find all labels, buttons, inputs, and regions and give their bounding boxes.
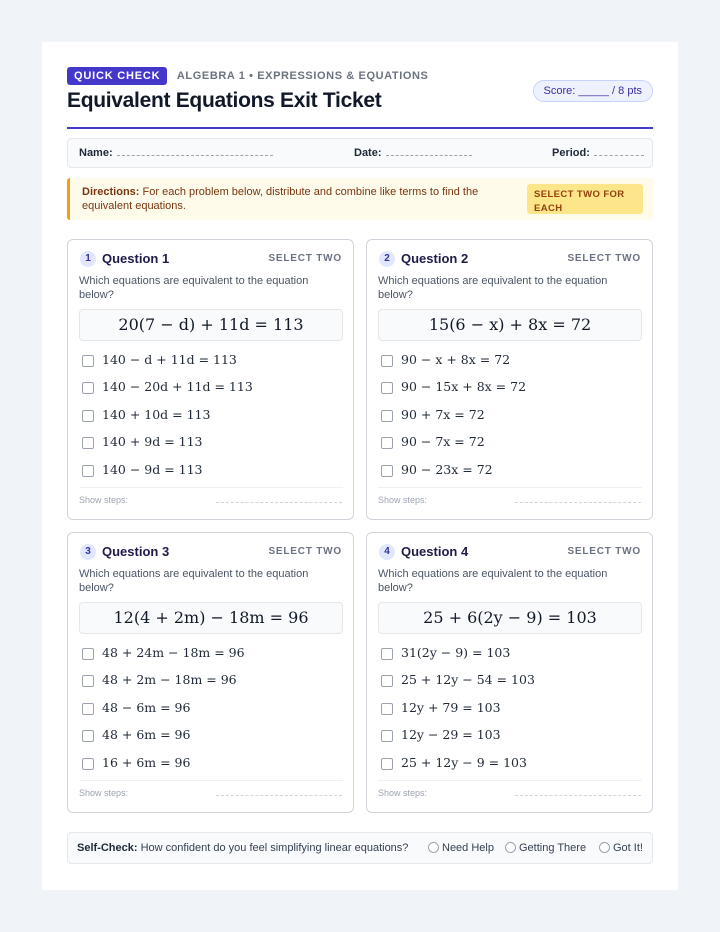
checkbox[interactable] bbox=[82, 410, 94, 422]
checkbox[interactable] bbox=[82, 675, 94, 687]
checkbox[interactable] bbox=[381, 703, 393, 715]
checkbox[interactable] bbox=[82, 382, 94, 394]
question-prompt: Which equations are equivalent to the equation below? bbox=[79, 275, 309, 301]
option-equation: 31(2y − 9) = 103 bbox=[401, 645, 511, 660]
question-title: Question 3 bbox=[102, 544, 170, 559]
checkbox[interactable] bbox=[82, 648, 94, 660]
answer-option[interactable] bbox=[381, 723, 639, 750]
directions-body: For each problem below, distribute and combine like terms to find the equivalent equations. bbox=[82, 186, 479, 212]
question-number-badge: 4 bbox=[379, 544, 395, 560]
question-header bbox=[379, 543, 641, 561]
confidence-label: Getting There bbox=[519, 842, 587, 854]
answer-option[interactable] bbox=[82, 430, 340, 457]
checkbox[interactable] bbox=[381, 355, 393, 367]
answer-option[interactable] bbox=[381, 751, 639, 778]
answer-option[interactable] bbox=[82, 458, 340, 485]
date-label: Date: bbox=[354, 147, 382, 159]
select-instruction: SELECT TWO bbox=[567, 546, 641, 557]
radio-button[interactable] bbox=[599, 842, 610, 853]
directions-label: Directions: bbox=[82, 186, 140, 198]
period-line bbox=[594, 148, 644, 156]
radio-button[interactable] bbox=[428, 842, 439, 853]
checkbox[interactable] bbox=[381, 382, 393, 394]
self-check-label: Self-Check: bbox=[77, 842, 138, 854]
show-steps-area[interactable] bbox=[378, 780, 642, 798]
select-two-badge: SELECT TWO FOR EACH bbox=[527, 184, 643, 214]
question-title: Question 2 bbox=[401, 251, 469, 266]
option-equation: 140 + 9d = 113 bbox=[102, 434, 203, 450]
answer-option[interactable] bbox=[82, 668, 340, 695]
answer-options bbox=[381, 641, 639, 778]
directions-box bbox=[67, 178, 653, 220]
answer-options bbox=[82, 641, 340, 778]
select-instruction: SELECT TWO bbox=[268, 253, 342, 264]
show-steps-label: Show steps: bbox=[378, 495, 428, 505]
question-card-2 bbox=[366, 239, 653, 520]
option-equation: 48 − 6m = 96 bbox=[102, 699, 191, 715]
option-equation: 25 + 12y − 54 = 103 bbox=[401, 672, 535, 688]
steps-line bbox=[515, 795, 641, 796]
steps-line bbox=[216, 502, 342, 503]
show-steps-label: Show steps: bbox=[79, 495, 129, 505]
confidence-option-got-it[interactable] bbox=[599, 842, 643, 854]
show-steps-area[interactable] bbox=[378, 487, 642, 505]
score-badge: Score: _____ / 8 pts bbox=[533, 80, 653, 102]
name-label: Name: bbox=[79, 147, 113, 159]
question-title: Question 1 bbox=[102, 251, 170, 266]
target-equation: 12(4 + 2m) − 18m = 96 bbox=[79, 602, 343, 634]
answer-option[interactable] bbox=[82, 723, 340, 750]
answer-options bbox=[381, 348, 639, 485]
answer-option[interactable] bbox=[381, 696, 639, 723]
self-check-bar bbox=[67, 832, 653, 864]
checkbox[interactable] bbox=[381, 675, 393, 687]
option-equation: 48 + 6m = 96 bbox=[102, 727, 191, 743]
title-divider bbox=[67, 127, 653, 129]
answer-option[interactable] bbox=[381, 668, 639, 695]
answer-option[interactable] bbox=[381, 403, 639, 430]
steps-line bbox=[515, 502, 641, 503]
answer-option[interactable] bbox=[381, 430, 639, 457]
confidence-label: Got It! bbox=[613, 842, 643, 854]
question-title: Question 4 bbox=[401, 544, 469, 559]
student-info-bar bbox=[67, 138, 653, 168]
question-prompt: Which equations are equivalent to the equation below? bbox=[378, 275, 608, 301]
date-field[interactable] bbox=[354, 147, 472, 159]
date-line bbox=[386, 148, 472, 156]
answer-option[interactable] bbox=[381, 641, 639, 668]
radio-button[interactable] bbox=[505, 842, 516, 853]
question-prompt: Which equations are equivalent to the equation below? bbox=[378, 568, 608, 594]
checkbox[interactable] bbox=[82, 355, 94, 367]
answer-option[interactable] bbox=[381, 375, 639, 402]
question-card-3 bbox=[67, 532, 354, 813]
checkbox[interactable] bbox=[381, 465, 393, 477]
show-steps-label: Show steps: bbox=[378, 788, 428, 798]
checkbox[interactable] bbox=[82, 758, 94, 770]
checkbox[interactable] bbox=[381, 730, 393, 742]
show-steps-label: Show steps: bbox=[79, 788, 129, 798]
directions-text bbox=[82, 185, 502, 213]
confidence-option-getting-there[interactable] bbox=[505, 842, 586, 854]
answer-option[interactable] bbox=[82, 641, 340, 668]
checkbox[interactable] bbox=[381, 410, 393, 422]
answer-options bbox=[82, 348, 340, 485]
answer-option[interactable] bbox=[82, 348, 340, 375]
option-equation: 25 + 12y − 9 = 103 bbox=[401, 754, 527, 770]
option-equation: 140 − d + 11d = 113 bbox=[102, 352, 237, 367]
checkbox[interactable] bbox=[381, 648, 393, 660]
checkbox[interactable] bbox=[381, 437, 393, 449]
worksheet-page bbox=[42, 42, 678, 890]
question-number-badge: 3 bbox=[80, 544, 96, 560]
confidence-option-need-help[interactable] bbox=[428, 842, 494, 854]
self-check-question: How confident do you feel simplifying linear equations? bbox=[140, 842, 409, 854]
option-equation: 140 − 20d + 11d = 113 bbox=[102, 379, 253, 395]
page-title: Equivalent Equations Exit Ticket bbox=[67, 89, 382, 112]
option-equation: 140 + 10d = 113 bbox=[102, 406, 211, 422]
checkbox[interactable] bbox=[381, 758, 393, 770]
question-prompt: Which equations are equivalent to the equation below? bbox=[79, 568, 309, 594]
option-equation: 48 + 2m − 18m = 96 bbox=[102, 672, 237, 688]
name-line bbox=[117, 148, 273, 156]
target-equation: 15(6 − x) + 8x = 72 bbox=[378, 309, 642, 341]
question-header bbox=[80, 250, 342, 268]
option-equation: 140 − 9d = 113 bbox=[102, 461, 203, 477]
option-equation: 90 − x + 8x = 72 bbox=[401, 352, 511, 367]
steps-line bbox=[216, 795, 342, 796]
period-field[interactable] bbox=[552, 147, 644, 159]
question-card-4 bbox=[366, 532, 653, 813]
answer-option[interactable] bbox=[381, 458, 639, 485]
self-check-prompt bbox=[77, 842, 408, 854]
option-equation: 48 + 24m − 18m = 96 bbox=[102, 645, 245, 660]
breadcrumb: ALGEBRA 1 • EXPRESSIONS & EQUATIONS bbox=[176, 70, 429, 82]
question-header bbox=[379, 250, 641, 268]
question-number-badge: 1 bbox=[80, 251, 96, 267]
option-equation: 12y − 29 = 103 bbox=[401, 727, 501, 743]
show-steps-area[interactable] bbox=[79, 487, 343, 505]
option-equation: 90 − 7x = 72 bbox=[401, 434, 485, 450]
question-header bbox=[80, 543, 342, 561]
answer-option[interactable] bbox=[82, 751, 340, 778]
option-equation: 90 + 7x = 72 bbox=[401, 406, 485, 422]
question-card-1 bbox=[67, 239, 354, 520]
answer-option[interactable] bbox=[82, 696, 340, 723]
show-steps-area[interactable] bbox=[79, 780, 343, 798]
target-equation: 25 + 6(2y − 9) = 103 bbox=[378, 602, 642, 634]
option-equation: 12y + 79 = 103 bbox=[401, 699, 501, 715]
answer-option[interactable] bbox=[381, 348, 639, 375]
target-equation: 20(7 − d) + 11d = 113 bbox=[79, 309, 343, 341]
checkbox[interactable] bbox=[82, 730, 94, 742]
select-instruction: SELECT TWO bbox=[268, 546, 342, 557]
header bbox=[67, 67, 653, 117]
option-equation: 90 − 23x = 72 bbox=[401, 461, 493, 477]
checkbox[interactable] bbox=[82, 465, 94, 477]
period-label: Period: bbox=[552, 147, 590, 159]
answer-option[interactable] bbox=[82, 403, 340, 430]
checkbox[interactable] bbox=[82, 437, 94, 449]
checkbox[interactable] bbox=[82, 703, 94, 715]
name-field[interactable] bbox=[79, 147, 273, 159]
select-instruction: SELECT TWO bbox=[567, 253, 641, 264]
option-equation: 16 + 6m = 96 bbox=[102, 754, 191, 770]
answer-option[interactable] bbox=[82, 375, 340, 402]
question-number-badge: 2 bbox=[379, 251, 395, 267]
confidence-label: Need Help bbox=[442, 842, 494, 854]
quick-check-tag: QUICK CHECK bbox=[67, 67, 167, 85]
option-equation: 90 − 15x + 8x = 72 bbox=[401, 379, 527, 395]
